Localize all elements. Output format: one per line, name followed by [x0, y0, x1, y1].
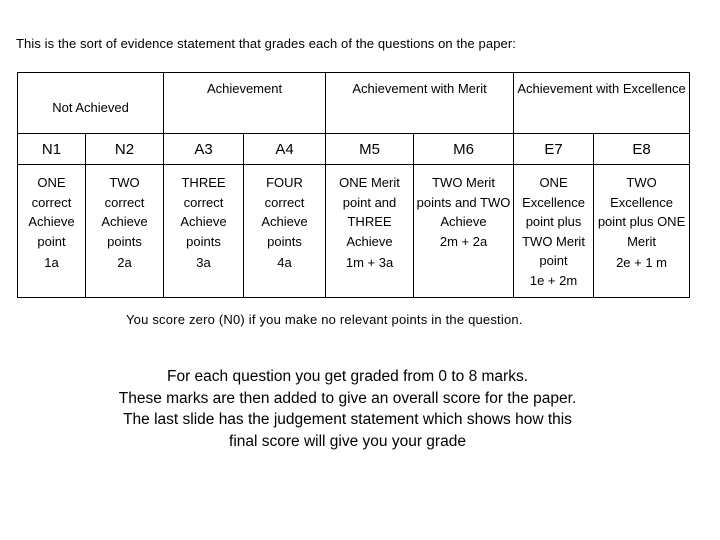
description-row: [18, 165, 690, 298]
intro-text: This is the sort of evidence statement that grades each of the questions on the paper:: [16, 36, 517, 51]
description-cell: [414, 165, 514, 298]
description-cell: [594, 165, 690, 298]
description-cell: [164, 165, 244, 298]
description-cell: [86, 165, 164, 298]
grade-header-achievement: Achievement: [164, 73, 326, 134]
total-text: 1e + 2m: [529, 272, 578, 288]
points-text: TWO Excellence point plus ONE Merit: [597, 175, 686, 249]
total-text: 1a: [44, 255, 59, 270]
paragraph-line: These marks are then added to give an overall score for the paper.: [118, 389, 577, 407]
total-text: 3a: [196, 255, 211, 270]
grade-header-row: [18, 73, 690, 134]
description-cell: [244, 165, 326, 298]
code-cell: A3: [164, 134, 244, 165]
points-text: ONE correct Achieve point: [28, 175, 75, 249]
points-text: FOUR correct Achieve points: [261, 175, 308, 249]
description-cell: [514, 165, 594, 298]
points-text: THREE correct Achieve points: [180, 175, 227, 249]
paragraph-line: For each question you get graded from 0 to 8 marks.: [167, 368, 528, 385]
points-text: ONE Merit point and THREE Achieve: [339, 175, 400, 249]
code-row: [18, 134, 690, 165]
grade-header-excellence: Achievement with Excellence: [514, 73, 690, 134]
total-text: 2m + 2a: [439, 233, 488, 249]
total-text: 4a: [277, 255, 292, 270]
code-cell: A4: [244, 134, 326, 165]
total-text: 2e + 1 m: [616, 255, 668, 270]
points-text: TWO Merit points and TWO Achieve: [416, 175, 511, 229]
grading-table: [17, 72, 690, 298]
code-cell: M5: [326, 134, 414, 165]
code-cell: E8: [594, 134, 690, 165]
paragraph-line: final score will give you your grade: [229, 432, 466, 450]
code-cell: E7: [514, 134, 594, 165]
grade-header-not-achieved: Not Achieved: [18, 73, 164, 134]
code-cell: M6: [414, 134, 514, 165]
code-cell: N1: [18, 134, 86, 165]
description-cell: [18, 165, 86, 298]
points-text: ONE Excellence point plus TWO Merit point: [522, 175, 585, 268]
zero-score-note: You score zero (N0) if you make no relevant points in the question.: [126, 312, 523, 327]
description-cell: [326, 165, 414, 298]
total-text: 1m + 3a: [345, 255, 394, 270]
points-text: TWO correct Achieve points: [101, 175, 148, 249]
paragraph-line: The last slide has the judgement statement which shows how this: [123, 411, 572, 428]
code-cell: N2: [86, 134, 164, 165]
total-text: 2a: [117, 255, 132, 270]
grade-header-merit: Achievement with Merit: [326, 73, 514, 134]
explanation-paragraph: [100, 366, 595, 452]
